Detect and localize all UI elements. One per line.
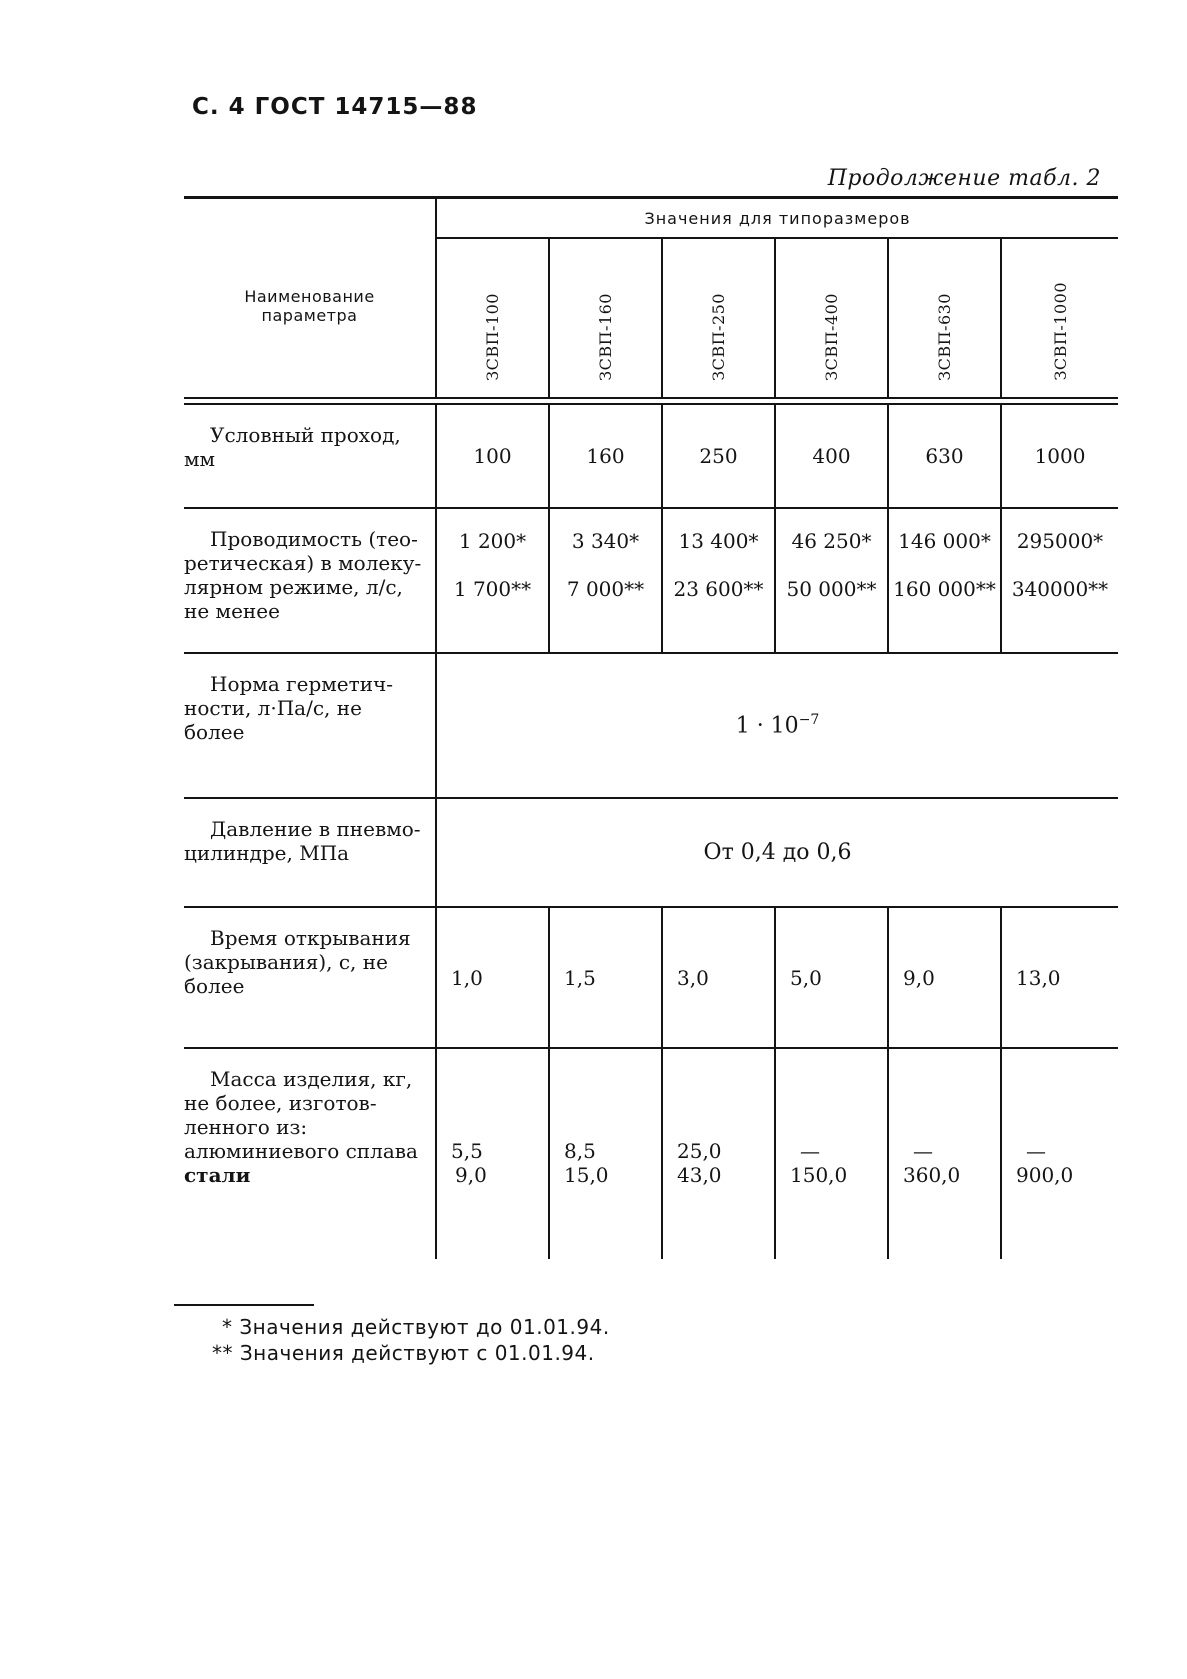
value: —: [800, 1139, 820, 1163]
value-cell: [662, 509, 775, 653]
value-cell: [662, 908, 775, 1048]
parameter-name-header: [184, 198, 436, 399]
tightness-value: [436, 654, 1118, 798]
value: 3 340*: [571, 529, 640, 553]
value: 150,0: [790, 1163, 848, 1187]
value-cell: [549, 1049, 662, 1259]
value: 15,0: [564, 1163, 609, 1187]
value: 1 700**: [453, 577, 532, 601]
value-cell: [1001, 509, 1118, 653]
value: 1,0: [451, 965, 483, 990]
table-row: [184, 404, 1118, 508]
value: —: [1026, 1139, 1046, 1163]
value: 9,0: [455, 1163, 487, 1187]
value: 5,0: [790, 965, 822, 990]
name-line: Условный проход,: [210, 423, 401, 447]
footnote: * Значения действуют до 01.01.94.: [222, 1315, 610, 1339]
value: 900,0: [1016, 1163, 1074, 1187]
value: 146 000*: [898, 529, 991, 553]
value: 46 250*: [791, 529, 872, 553]
value-cell: [1001, 908, 1118, 1048]
name-line: стали: [184, 1163, 251, 1187]
value-cell: [888, 404, 1001, 508]
name-line: более: [184, 720, 245, 744]
value: 8,5: [564, 1139, 596, 1163]
size-label: ЗСВП-400: [822, 293, 841, 381]
value: 1 200*: [458, 529, 527, 553]
value: 9,0: [903, 965, 935, 990]
parameter-name: [184, 654, 436, 798]
value: 23 600**: [673, 577, 764, 601]
size-header: [775, 238, 888, 398]
value: 100: [473, 444, 512, 468]
parameter-name: [184, 908, 436, 1048]
table-header-row: [184, 198, 1118, 239]
name-line: не более, изготов-: [184, 1091, 377, 1115]
value-cell: [775, 509, 888, 653]
size-label: ЗСВП-100: [483, 293, 502, 381]
value: —: [913, 1139, 933, 1163]
table-row: [184, 654, 1118, 798]
parameter-name: [184, 509, 436, 653]
name-line: алюминиевого сплава: [184, 1139, 418, 1163]
value: 1,5: [564, 965, 596, 990]
name-line: Норма герметич-: [210, 672, 394, 696]
value: 13 400*: [678, 529, 759, 553]
value-cell: [888, 509, 1001, 653]
values-header: Значения для типоразмеров: [436, 198, 1118, 239]
value-cell: [436, 908, 549, 1048]
value-cell: [775, 1049, 888, 1259]
footnote: ** Значения действуют с 01.01.94.: [212, 1341, 595, 1365]
size-header: [662, 238, 775, 398]
value-exponent: −7: [798, 712, 820, 729]
value: 50 000**: [786, 577, 877, 601]
size-label: ЗСВП-160: [596, 293, 615, 381]
value: 5,5: [451, 1139, 483, 1163]
value-cell: [662, 404, 775, 508]
size-label: ЗСВП-1000: [1050, 282, 1070, 381]
value: 340000**: [1011, 577, 1109, 601]
value-base: 1 · 10: [735, 713, 799, 739]
name-line: мм: [184, 447, 216, 471]
value-cell: [549, 509, 662, 653]
value: 43,0: [677, 1163, 722, 1187]
value-cell: [888, 908, 1001, 1048]
value: 630: [925, 444, 964, 468]
value-cell: [888, 1049, 1001, 1259]
name-line: ленного из:: [184, 1115, 308, 1139]
size-header: [549, 238, 662, 398]
name-line: Масса изделия, кг,: [210, 1067, 413, 1091]
name-line: (закрывания), с, не: [184, 950, 388, 974]
size-header: [1001, 238, 1118, 398]
name-line: не менее: [184, 599, 280, 623]
header-line: Наименование: [244, 287, 375, 306]
value: 7 000**: [566, 577, 645, 601]
value: 250: [699, 444, 738, 468]
page-header: С. 4 ГОСТ 14715—88: [192, 94, 478, 120]
footnotes: [212, 1314, 610, 1366]
name-line: ности, л·Па/с, не: [184, 696, 362, 720]
table-continuation-label: Продолжение табл. 2: [827, 166, 1101, 191]
value: 295000*: [1016, 529, 1104, 553]
parameter-name: [184, 799, 436, 907]
value-cell: [662, 1049, 775, 1259]
value-cell: [549, 908, 662, 1048]
value: 400: [812, 444, 851, 468]
value-cell: [1001, 404, 1118, 508]
name-line: лярном режиме, л/с,: [184, 575, 403, 599]
value-cell: [1001, 1049, 1118, 1259]
name-line: цилиндре, МПа: [184, 841, 350, 865]
value-cell: [775, 908, 888, 1048]
value-cell: [549, 404, 662, 508]
parameter-name: [184, 1049, 436, 1259]
size-header: [888, 238, 1001, 398]
table-row: [184, 509, 1118, 653]
value: 3,0: [677, 965, 709, 990]
parameter-name: [184, 404, 436, 508]
table-row: [184, 1049, 1118, 1259]
size-header: [436, 238, 549, 398]
table-row: [184, 799, 1118, 907]
value-cell: [436, 404, 549, 508]
parameters-table: [184, 196, 1118, 1259]
table-row: [184, 908, 1118, 1048]
value-cell: [775, 404, 888, 508]
name-line: Давление в пневмо-: [210, 817, 421, 841]
value: 360,0: [903, 1163, 961, 1187]
name-line: более: [184, 974, 245, 998]
value: 1000: [1034, 444, 1086, 468]
value-cell: [436, 509, 549, 653]
name-line: Время открывания: [210, 926, 411, 950]
value: 25,0: [677, 1139, 722, 1163]
footnote-divider: [174, 1304, 314, 1306]
pressure-value: От 0,4 до 0,6: [703, 840, 852, 865]
header-line: параметра: [261, 306, 358, 325]
size-label: ЗСВП-630: [935, 293, 954, 381]
value: 160: [586, 444, 625, 468]
value-cell: [436, 1049, 549, 1259]
size-label: ЗСВП-250: [709, 293, 728, 381]
value: 13,0: [1016, 965, 1061, 990]
name-line: ретическая) в молеку-: [184, 551, 422, 575]
name-line: Проводимость (тео-: [210, 527, 418, 551]
value: 160 000**: [893, 577, 996, 601]
